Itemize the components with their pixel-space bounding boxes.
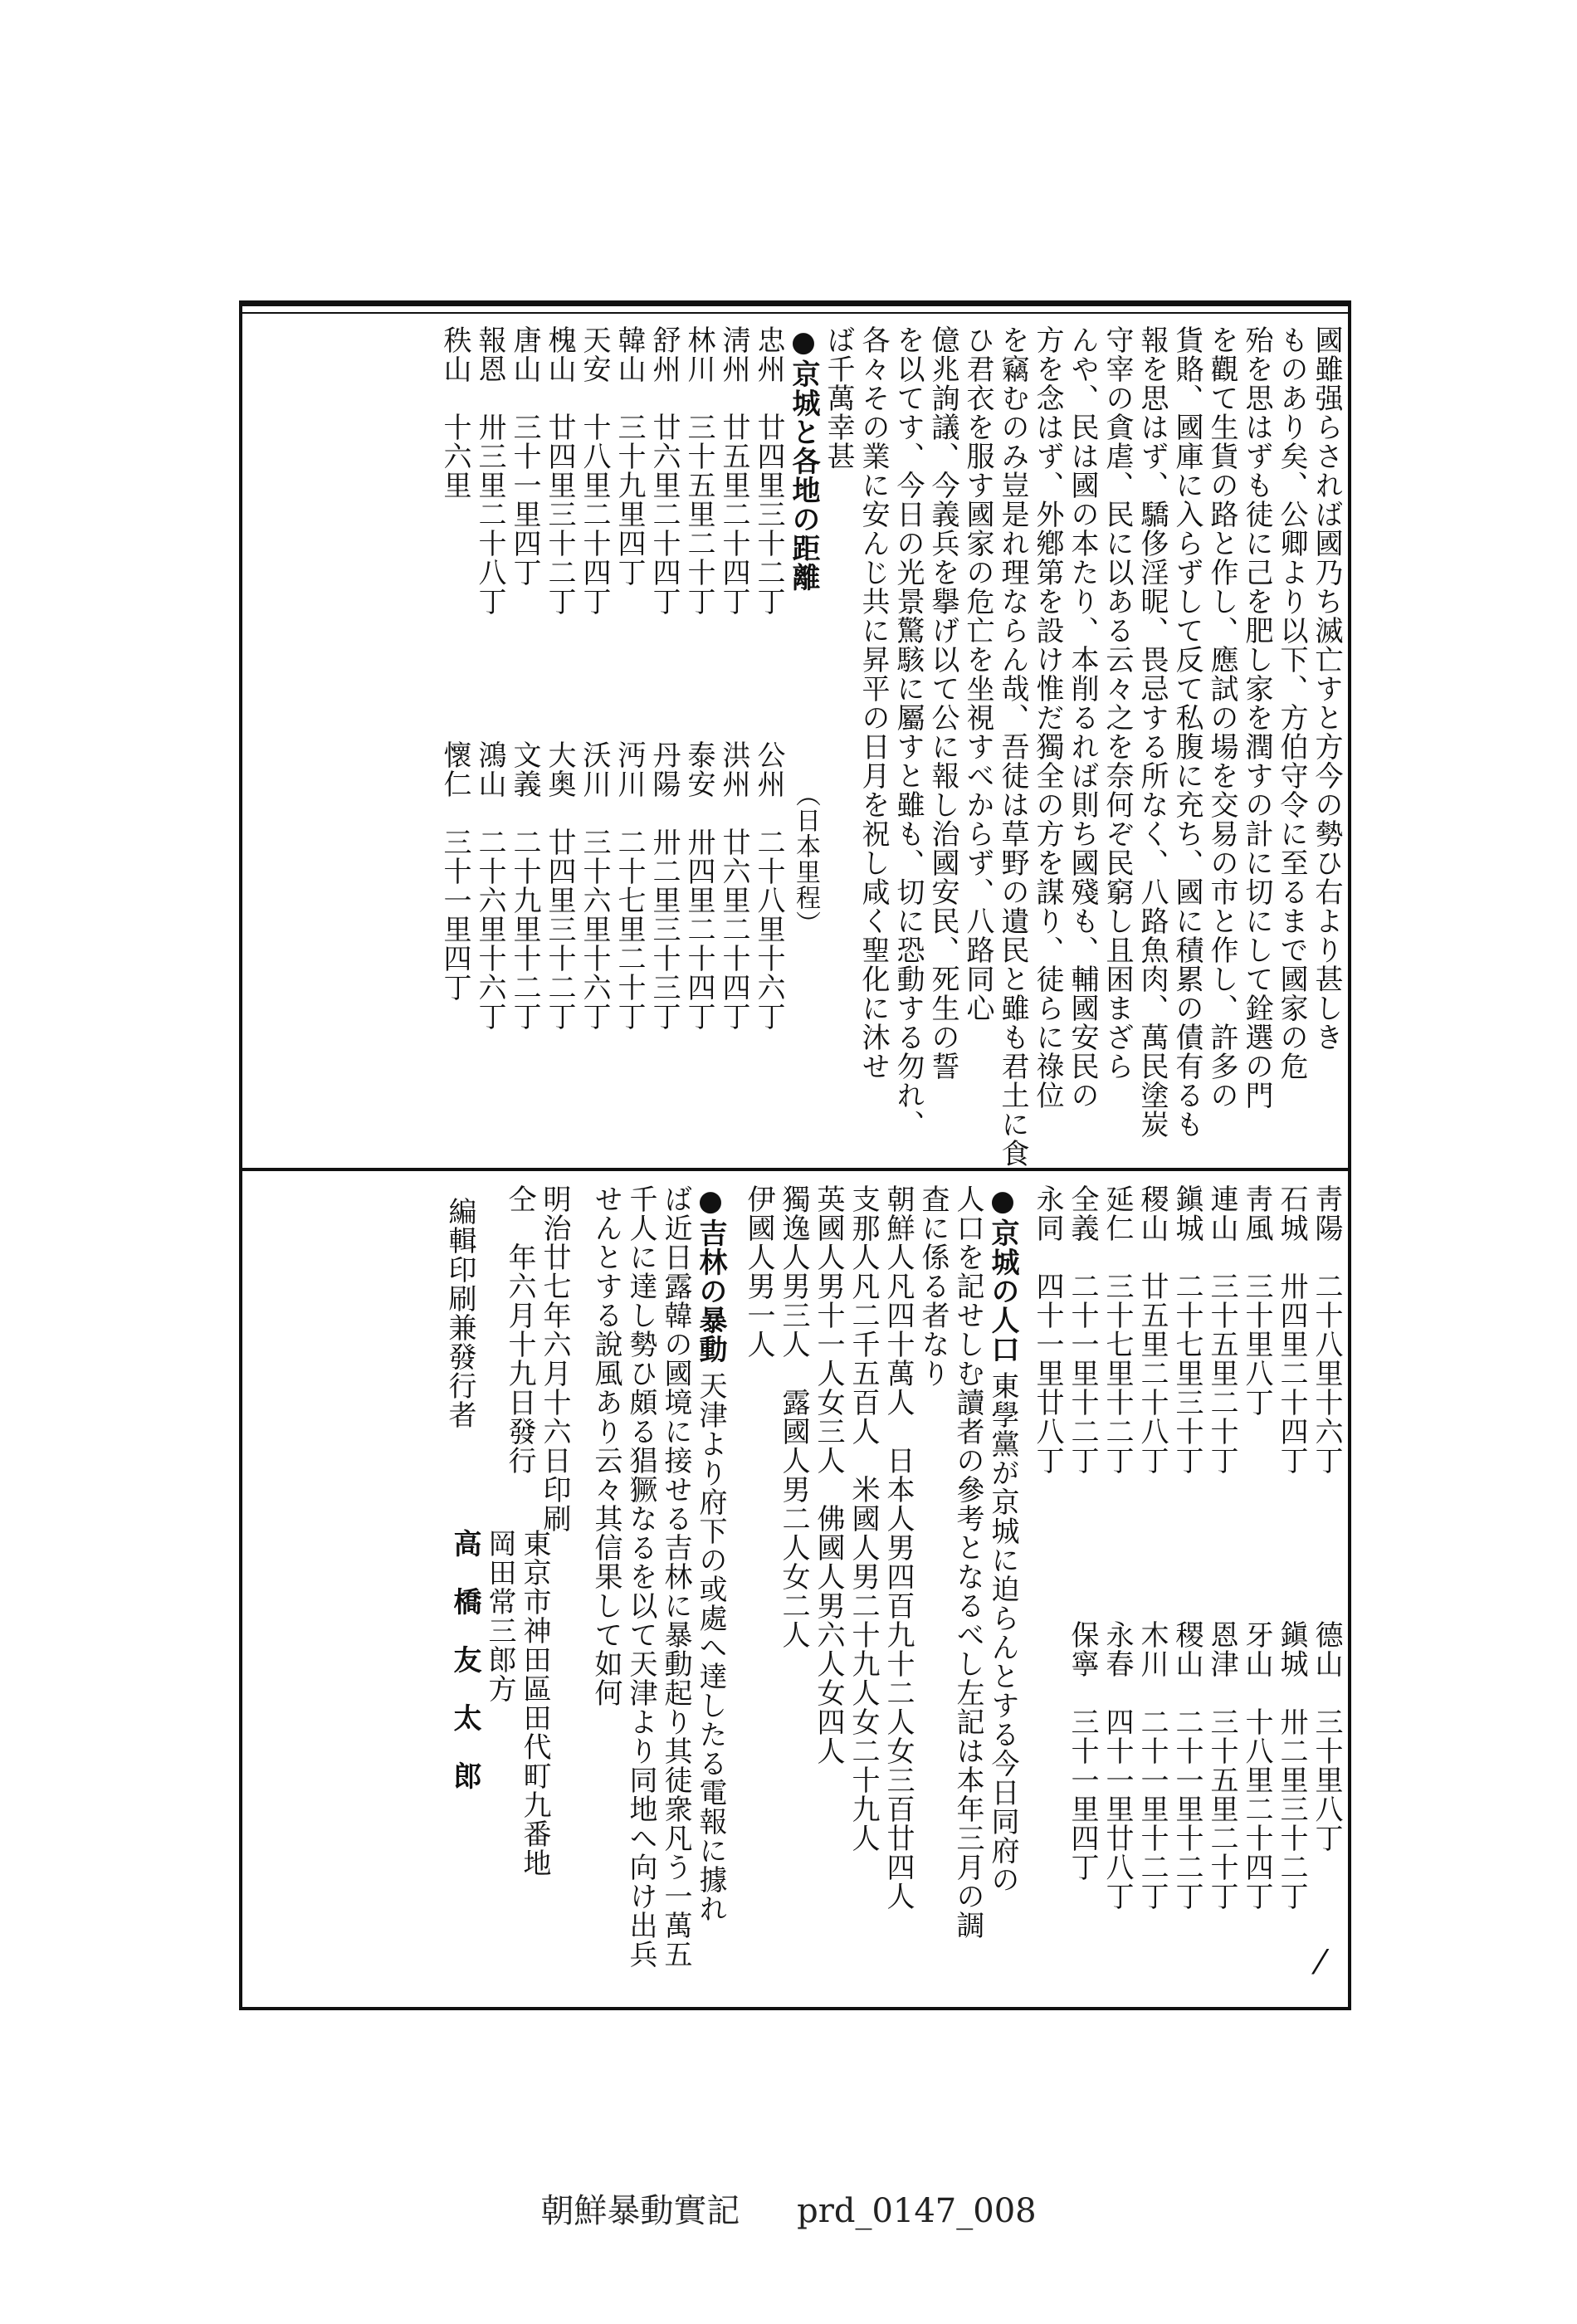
colophon-lodging: 岡田常三郎方 xyxy=(483,1529,516,1703)
image-caption xyxy=(0,2185,1577,2232)
distance-entry: 永同 四十一里廿八丁 xyxy=(1031,1184,1064,1475)
printed-page xyxy=(239,300,1351,2010)
distance-entry: 泰安 卅四里二十四丁 xyxy=(682,740,715,1031)
prose-line: 報を思はず、驕侈淫昵、畏忌する所なく、八路魚肉、萬民塗炭 xyxy=(1135,325,1169,1139)
distance-entry: 靑風 三十里八丁 xyxy=(1240,1184,1273,1417)
colophon-role: 編輯印刷兼發行者 xyxy=(443,1197,476,1429)
distance-entry: 文義 二十九里十二丁 xyxy=(508,740,541,1031)
population-row: 伊國人男一人 xyxy=(742,1184,775,1359)
distance-entry: 稷山 廿五里二十八丁 xyxy=(1135,1184,1169,1475)
jilin-line: 天津より府下の或處へ達したる電報に據れ xyxy=(694,1371,727,1923)
distance-entry: 洪州 廿六里二十四丁 xyxy=(717,740,750,1031)
top-border-thin xyxy=(242,312,1348,314)
section-divider xyxy=(242,1168,1348,1171)
prose-line: ひ君衣を服す國家の危亡を坐視すべからず、八路同心 xyxy=(961,325,994,1023)
distance-entry: 連山 三十五里二十丁 xyxy=(1205,1184,1238,1475)
prose-line: んや、民は國の本たり、本削るれば則ち國殘も、輔國安民の xyxy=(1066,325,1099,1110)
distance-entry: 鎭城 卅二里三十二丁 xyxy=(1275,1620,1308,1911)
jilin-heading: ●吉林の暴動 xyxy=(694,1184,727,1364)
distance-entry: 舒州 廿六里二十四丁 xyxy=(647,325,681,616)
population-row: 朝鮮人凡四十萬人 日本人男四百九十二人女三百廿四人 xyxy=(881,1184,915,1911)
distance-entry: 延仁 三十七里十二丁 xyxy=(1101,1184,1134,1475)
distance-entry: 牙山 十八里二十四丁 xyxy=(1240,1620,1273,1911)
distance-entry: 公州 二十八里十六丁 xyxy=(752,740,785,1031)
population-intro-line: 査に係る者なり xyxy=(916,1184,950,1388)
corner-mark: ⁄ xyxy=(1317,1944,1323,1982)
distance-entry: 保寧 三十一里四丁 xyxy=(1066,1620,1099,1882)
prose-line: 方を念はず、外鄕第を設け惟だ獨全の方を謀り、徒らに祿位 xyxy=(1031,325,1064,1110)
population-row: 英國人男十一人女三人 佛國人男六人女四人 xyxy=(812,1184,845,1765)
distance-entry: 永春 四十一里廿八丁 xyxy=(1101,1620,1134,1911)
colophon-printed: 明治廿七年六月十六日印刷 xyxy=(538,1184,571,1533)
population-row: 獨逸人男三人 露國人男二人女二人 xyxy=(777,1184,810,1649)
distance-entry: 恩津 三十五里二十丁 xyxy=(1205,1620,1238,1911)
distance-entry: 石城 卅四里二十四丁 xyxy=(1275,1184,1308,1475)
distance-entry: 唐山 三十一里四丁 xyxy=(508,325,541,587)
prose-line: を竊むのみ豈是れ理ならん哉、吾徒は草野の遺民と雖も君土に食 xyxy=(996,325,1029,1168)
distance-unit: （日本里程） xyxy=(791,782,820,936)
population-intro-line: 人口を記せしむ讀者の參考となるべし左記は本年三月の調 xyxy=(951,1184,984,1940)
distance-entry: 靑陽 二十八里十六丁 xyxy=(1310,1184,1343,1475)
prose-line: 各々その業に安んじ共に昇平の日月を祝し咸く聖化に沐せ xyxy=(857,325,890,1081)
distance-entry: 鎭城 二十七里三十丁 xyxy=(1170,1184,1204,1475)
distance-entry: 稷山 二十一里十二丁 xyxy=(1170,1620,1204,1911)
distance-entry: 大奥 廿四里三十二丁 xyxy=(543,740,576,1031)
jilin-line: せんとする說風あり云々其信果して如何 xyxy=(589,1184,622,1707)
colophon-published: 仝 年六月十九日發行 xyxy=(503,1184,536,1475)
colophon-address: 東京市神田區田代町九番地 xyxy=(518,1529,551,1877)
caption-code: prd_0147_008 xyxy=(797,2192,1037,2230)
prose-line: ば千萬幸甚 xyxy=(822,325,855,471)
bullet-mark: ● xyxy=(787,325,820,359)
distance-heading: ●京城と各地の距離 xyxy=(787,325,820,592)
bullet-mark: ● xyxy=(986,1184,1019,1218)
distance-entry: 鴻山 二十六里十六丁 xyxy=(473,740,506,1031)
prose-line: 國雖强らされば國乃ち滅亡すと方今の勢ひ右より甚しき xyxy=(1310,325,1343,1052)
distance-entry: 木川 二十一里十二丁 xyxy=(1135,1620,1169,1911)
prose-line: を觀て生貨の路と作し、應試の場を交易の市と作し、許多の xyxy=(1205,325,1238,1110)
distance-entry: 報恩 卅三里二十八丁 xyxy=(473,325,506,616)
distance-entry: 秩山 十六里 xyxy=(438,325,471,500)
prose-line: 殆を思はずも徒に己を肥し家を潤すの計に切にして銓選の門 xyxy=(1240,325,1273,1110)
population-row: 支那人凡二千五百人 米國人男二十九人女二十九人 xyxy=(847,1184,880,1853)
colophon-name: 高 橋 友 太 郎 xyxy=(448,1529,481,1790)
distance-entry: 淸州 廿五里二十四丁 xyxy=(717,325,750,616)
distance-entry: 丹陽 卅二里三十三丁 xyxy=(647,740,681,1031)
distance-entry: 德山 三十里八丁 xyxy=(1310,1620,1343,1853)
prose-line: ものあり矣、公卿より以下、方伯守令に至るまで國家の危 xyxy=(1275,325,1308,1081)
distance-entry: 全義 二十一里十二丁 xyxy=(1066,1184,1099,1475)
population-intro-line: 東學黨が京城に迫らんとする今日同府の xyxy=(986,1371,1019,1894)
distance-entry: 槐山 廿四里三十二丁 xyxy=(543,325,576,616)
distance-entry: 沃川 三十六里十六丁 xyxy=(578,740,611,1031)
distance-entry: 沔川 二十七里二十丁 xyxy=(613,740,646,1031)
top-border-thick xyxy=(242,300,1348,306)
distance-entry: 韓山 三十九里四丁 xyxy=(613,325,646,587)
distance-entry: 懷仁 三十一里四丁 xyxy=(438,740,471,1002)
distance-entry: 忠州 廿四里三十二丁 xyxy=(752,325,785,616)
prose-line: を以てす、今日の光景驚駭に屬すと雖も、切に恐動する勿れ、 xyxy=(891,325,925,1139)
prose-line: 貨賂、國庫に入らずして反て私腹に充ち、國に積累の債有るも xyxy=(1170,325,1204,1139)
population-heading: ●京城の人口 xyxy=(986,1184,1019,1364)
bullet-mark: ● xyxy=(694,1184,727,1218)
caption-title: 朝鮮暴動實記 xyxy=(540,2192,740,2230)
jilin-line: 千人に達し勢ひ頗る猖獗なるを以て天津より同地へ向け出兵 xyxy=(624,1184,657,1969)
prose-line: 守宰の貪虐、民に以ある云々之を奈何ぞ民窮し且困まざら xyxy=(1101,325,1134,1081)
distance-entry: 天安 十八里二十四丁 xyxy=(578,325,611,616)
jilin-line: ば近日露韓の國境に接せる吉林に暴動起り其徒衆凡う一萬五 xyxy=(659,1184,692,1969)
prose-line: 億兆詢議、今義兵を擧げ以て公に報し治國安民、死生の誓 xyxy=(926,325,959,1081)
distance-entry: 林川 三十五里二十丁 xyxy=(682,325,715,616)
